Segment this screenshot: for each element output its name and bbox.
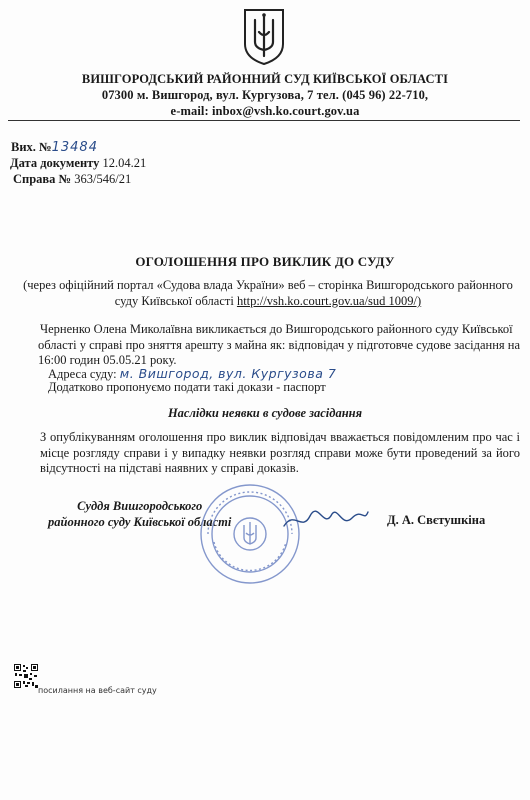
trident-coat-of-arms-icon [241,6,287,66]
court-address-label: Адреса суду: [48,367,117,381]
consequences-heading: Наслідки неявки в судове засідання [167,406,363,420]
court-email: e-mail: inbox@vsh.ko.court.gov.ua [170,104,360,118]
document-date-value: 12.04.21 [102,156,147,170]
document-date-line [10,156,146,171]
notice-title: ОГОЛОШЕННЯ ПРО ВИКЛИК ДО СУДУ [135,254,395,269]
court-address-handwritten: м. Вишгород, вул. Кургузова 7 [119,366,337,381]
case-number-value: 363/546/21 [74,172,132,186]
outgoing-number-label: Вих. № [11,140,52,154]
evidence-request: Додатково пропонуємо подати такі докази - паспорт [48,380,326,394]
case-number-label: Справа № [13,172,72,186]
summons-details: області у справі про зняття арешту з майна як: відповідач у підготовче судове засідання на 16:00 годин 05.05.21 року. [38,337,520,367]
court-website-link[interactable]: http://vsh.ko.court.gov.ua/sud 1009/) [236,294,422,308]
court-name: ВИШГОРОДСЬКИЙ РАЙОННИЙ СУД КИЇВСЬКОЇ ОБЛАСТІ [81,72,449,86]
outgoing-number-line [11,140,98,155]
case-number-line [13,172,131,187]
judge-title-line-2: районного суду Київської області [48,515,232,529]
portal-note [14,277,522,309]
portal-note-text: (через офіційний портал «Судова влада України» веб – сторінка Вишгородського районного суду Київської області [23,278,513,308]
qr-caption: посилання на веб-сайт суду [38,686,157,695]
court-address: 07300 м. Вишгород, вул. Кургузова, 7 тел. (045 96) 22-710, [101,88,429,102]
summons-first-line: Черненко Олена Миколаївна викликається до Вишгородського районного суду Київської [40,322,513,336]
judge-name: Д. А. Свєтушкіна [387,513,486,527]
consequences-text: З опублікуванням оголошення про виклик відповідач вважається повідомленим про час і місце розгляду справи і у випадку неявки розгляд справи може бути проведений за його відсутності на підставі наявних у справі доказів. [40,430,520,475]
document-date-label: Дата документу [10,156,100,170]
summons-paragraph [40,322,520,369]
outgoing-number-value: 13484 [51,140,98,155]
judge-signature [280,502,370,538]
judge-title-line-1: Суддя Вишгородського [77,499,203,513]
header-divider [8,120,520,121]
qr-code-icon[interactable] [14,664,38,688]
